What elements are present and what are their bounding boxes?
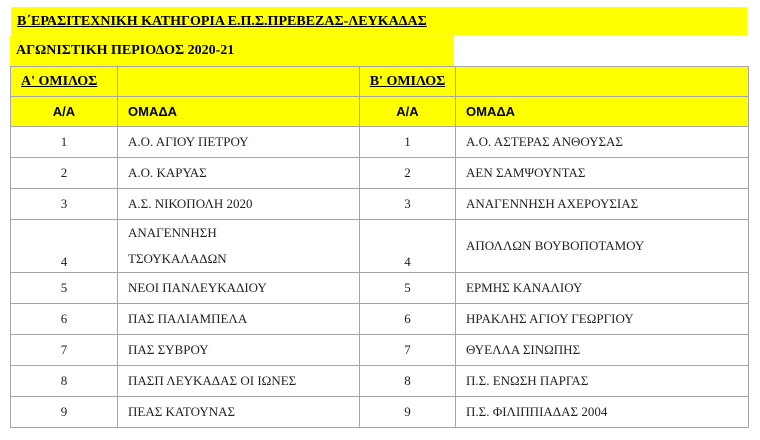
b-num: 5: [360, 273, 456, 304]
a-num: 2: [11, 158, 118, 189]
table-row: [11, 189, 749, 220]
group-b-label: Β' ΟΜΙΛΟΣ: [369, 73, 446, 89]
a-team: ΠΑΣ ΠΑΛΙΑΜΠΕΛΑ: [118, 304, 360, 335]
table-row: [11, 397, 749, 428]
b-team: ΑΠΟΛΛΩΝ ΒΟΥΒΟΠΟΤΑΜΟΥ: [456, 220, 749, 273]
b-team: ΑΝΑΓΕΝΝΗΣΗ ΑΧΕΡΟΥΣΙΑΣ: [456, 189, 749, 220]
header-a-num: Α/Α: [11, 97, 118, 127]
header-b-team: ΟΜΑΔΑ: [456, 97, 749, 127]
standings-sheet: [10, 6, 748, 428]
b-num: 9: [360, 397, 456, 428]
column-header-row: [11, 97, 749, 127]
a-team-line2: ΤΣΟΥΚΑΛΑΔΩΝ: [128, 251, 227, 266]
groups-table: [10, 66, 749, 428]
a-num: 9: [11, 397, 118, 428]
table-row: [11, 273, 749, 304]
b-num: 8: [360, 366, 456, 397]
header-a-team: ΟΜΑΔΑ: [118, 97, 360, 127]
b-team: Π.Σ. ΕΝΩΣΗ ΠΑΡΓΑΣ: [456, 366, 749, 397]
b-team: Π.Σ. ΦΙΛΙΠΠΙΑΔΑΣ 2004: [456, 397, 749, 428]
season-title: ΑΓΩΝΙΣΤΙΚΗ ΠΕΡΙΟΔΟΣ 2020-21: [10, 36, 454, 66]
table-row: [11, 366, 749, 397]
table-row: [11, 335, 749, 366]
b-num: 7: [360, 335, 456, 366]
group-a-label: Α' ΟΜΙΛΟΣ: [21, 73, 98, 89]
b-team: ΘΥΕΛΛΑ ΣΙΝΩΠΗΣ: [456, 335, 749, 366]
table-row: [11, 304, 749, 335]
category-title: Β΄ΕΡΑΣΙΤΕΧΝΙΚΗ ΚΑΤΗΓΟΡΙΑ Ε.Π.Σ.ΠΡΕΒΕΖΑΣ-ΛΕΥΚΑΔΑΣ: [17, 14, 427, 29]
group-b-blank: [456, 67, 749, 97]
a-team: ΠΑΣ ΣΥΒΡΟΥ: [118, 335, 360, 366]
a-team: Α.Ο. ΚΑΡΥΑΣ: [118, 158, 360, 189]
b-num: 1: [360, 127, 456, 158]
b-team: ΑΕΝ ΣΑΜΨΟΥΝΤΑΣ: [456, 158, 749, 189]
b-num: 2: [360, 158, 456, 189]
season-blank: [454, 36, 748, 66]
table-row: [11, 127, 749, 158]
a-num: 4: [11, 220, 118, 273]
a-num: 5: [11, 273, 118, 304]
a-num: 1: [11, 127, 118, 158]
a-team-line1: ΑΝΑΓΕΝΝΗΣΗ: [128, 225, 217, 240]
a-team: Α.Ο. ΑΓΙΟΥ ΠΕΤΡΟΥ: [118, 127, 360, 158]
table-row: [11, 220, 749, 273]
b-team: ΕΡΜΗΣ ΚΑΝΑΛΙΟΥ: [456, 273, 749, 304]
b-num: 4: [360, 220, 456, 273]
b-team: ΗΡΑΚΛΗΣ ΑΓΙΟΥ ΓΕΩΡΓΙΟΥ: [456, 304, 749, 335]
a-num: 8: [11, 366, 118, 397]
b-num: 3: [360, 189, 456, 220]
group-b-label-cell: [360, 67, 456, 97]
a-team: ΝΕΟΙ ΠΑΝΛΕΥΚΑΔΙΟΥ: [118, 273, 360, 304]
season-row: [10, 36, 748, 66]
a-team: ΠΑΣΠ ΛΕΥΚΑΔΑΣ ΟΙ ΙΩΝΕΣ: [118, 366, 360, 397]
a-team: Α.Σ. ΝΙΚΟΠΟΛΗ 2020: [118, 189, 360, 220]
category-title-row: [10, 6, 748, 36]
group-header-row: [11, 67, 749, 97]
b-num: 6: [360, 304, 456, 335]
a-num: 6: [11, 304, 118, 335]
a-num: 3: [11, 189, 118, 220]
a-team: ΠΕΑΣ ΚΑΤΟΥΝΑΣ: [118, 397, 360, 428]
header-b-num: Α/Α: [360, 97, 456, 127]
b-team: Α.Ο. ΑΣΤΕΡΑΣ ΑΝΘΟΥΣΑΣ: [456, 127, 749, 158]
table-row: [11, 158, 749, 189]
group-a-label-cell: [11, 67, 118, 97]
group-a-blank: [118, 67, 360, 97]
a-team: [118, 220, 360, 273]
a-num: 7: [11, 335, 118, 366]
